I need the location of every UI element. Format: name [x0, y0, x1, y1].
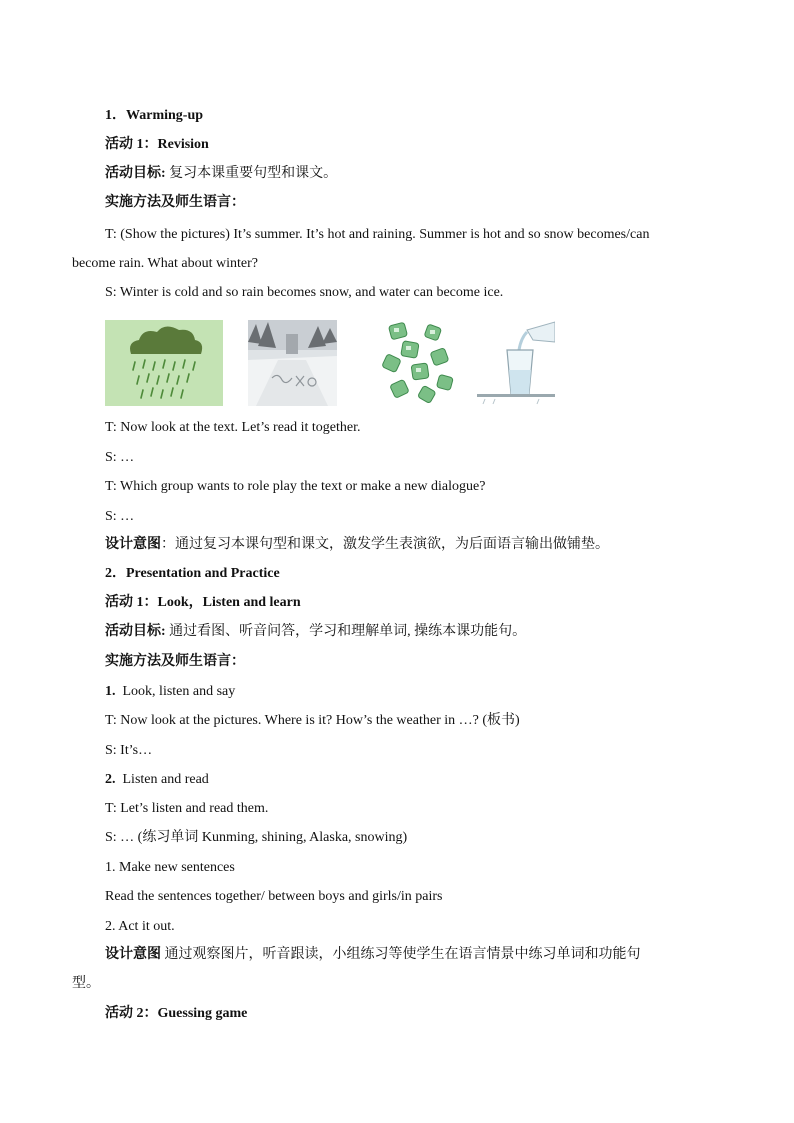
method-label: 实施方法及师生语言： — [105, 654, 245, 669]
design-intent — [105, 536, 609, 554]
sub-step: 1. Make new sentences — [105, 860, 235, 875]
design-text-continued: 型。 — [72, 976, 100, 991]
dialogue-line: S: … — [105, 509, 135, 524]
dialogue-line: T: Let’s listen and read them. — [105, 801, 269, 816]
design-label: 设计意图 — [105, 537, 161, 552]
activity-title: 活动 1：Revision — [105, 137, 209, 152]
step-heading — [105, 771, 209, 789]
dialogue-line: S: It’s… — [105, 743, 153, 758]
ice-cubes-image — [380, 320, 460, 406]
snowy-street-photo — [248, 320, 337, 406]
step-text: Listen and read — [122, 772, 209, 787]
step-heading — [105, 683, 235, 701]
design-text: ：通过复习本课句型和课文，激发学生表演欲，为后面语言输出做铺垫。 — [161, 537, 609, 552]
activity-goal — [105, 165, 337, 183]
dialogue-line: T: Which group wants to role play the text or make a new dialogue? — [105, 479, 486, 494]
goal-label: 活动目标: — [105, 166, 166, 181]
dialogue-line: become rain. What about winter? — [72, 256, 258, 271]
goal-text: 通过看图、听音问答，学习和理解单词, 操练本课功能句。 — [169, 624, 527, 639]
step-text: Look, listen and say — [122, 684, 236, 699]
dialogue-line: S: Winter is cold and so rain becomes snow, and water can become ice. — [105, 285, 504, 300]
dialogue-line: S: … — [105, 450, 135, 465]
rain-cloud-icon — [105, 320, 223, 406]
activity-goal — [105, 623, 526, 641]
step-number: 2. — [105, 772, 116, 787]
dialogue-line: S: … (练习单词 Kunming, shining, Alaska, snowing) — [105, 830, 408, 845]
section2-heading: 2．Presentation and Practice — [105, 566, 280, 581]
activity-title: 活动 1：Look，Listen and learn — [105, 595, 301, 610]
goal-text: 复习本课重要句型和课文。 — [169, 166, 338, 181]
activity-title: 活动 2：Guessing game — [105, 1006, 248, 1021]
section1-heading: 1．Warming-up — [105, 108, 204, 123]
method-label: 实施方法及师生语言： — [105, 195, 245, 210]
dialogue-line: T: Now look at the pictures. Where is it? How’s the weather in …? (板书) — [105, 713, 520, 728]
goal-label: 活动目标: — [105, 624, 166, 639]
step-number: 1. — [105, 684, 116, 699]
design-label: 设计意图 — [105, 947, 161, 962]
sub-step: 2. Act it out. — [105, 919, 175, 934]
water-glass-image — [477, 320, 555, 406]
dialogue-line: T: (Show the pictures) It’s summer. It’s hot and raining. Summer is hot and so snow becomes/can — [105, 227, 650, 242]
design-text: 通过观察图片，听音跟读，小组练习等使学生在语言情景中练习单词和功能句 — [161, 947, 641, 962]
dialogue-line: T: Now look at the text. Let’s read it together. — [105, 420, 361, 435]
sub-step-detail: Read the sentences together/ between boys and girls/in pairs — [105, 889, 443, 904]
design-intent — [105, 946, 641, 964]
